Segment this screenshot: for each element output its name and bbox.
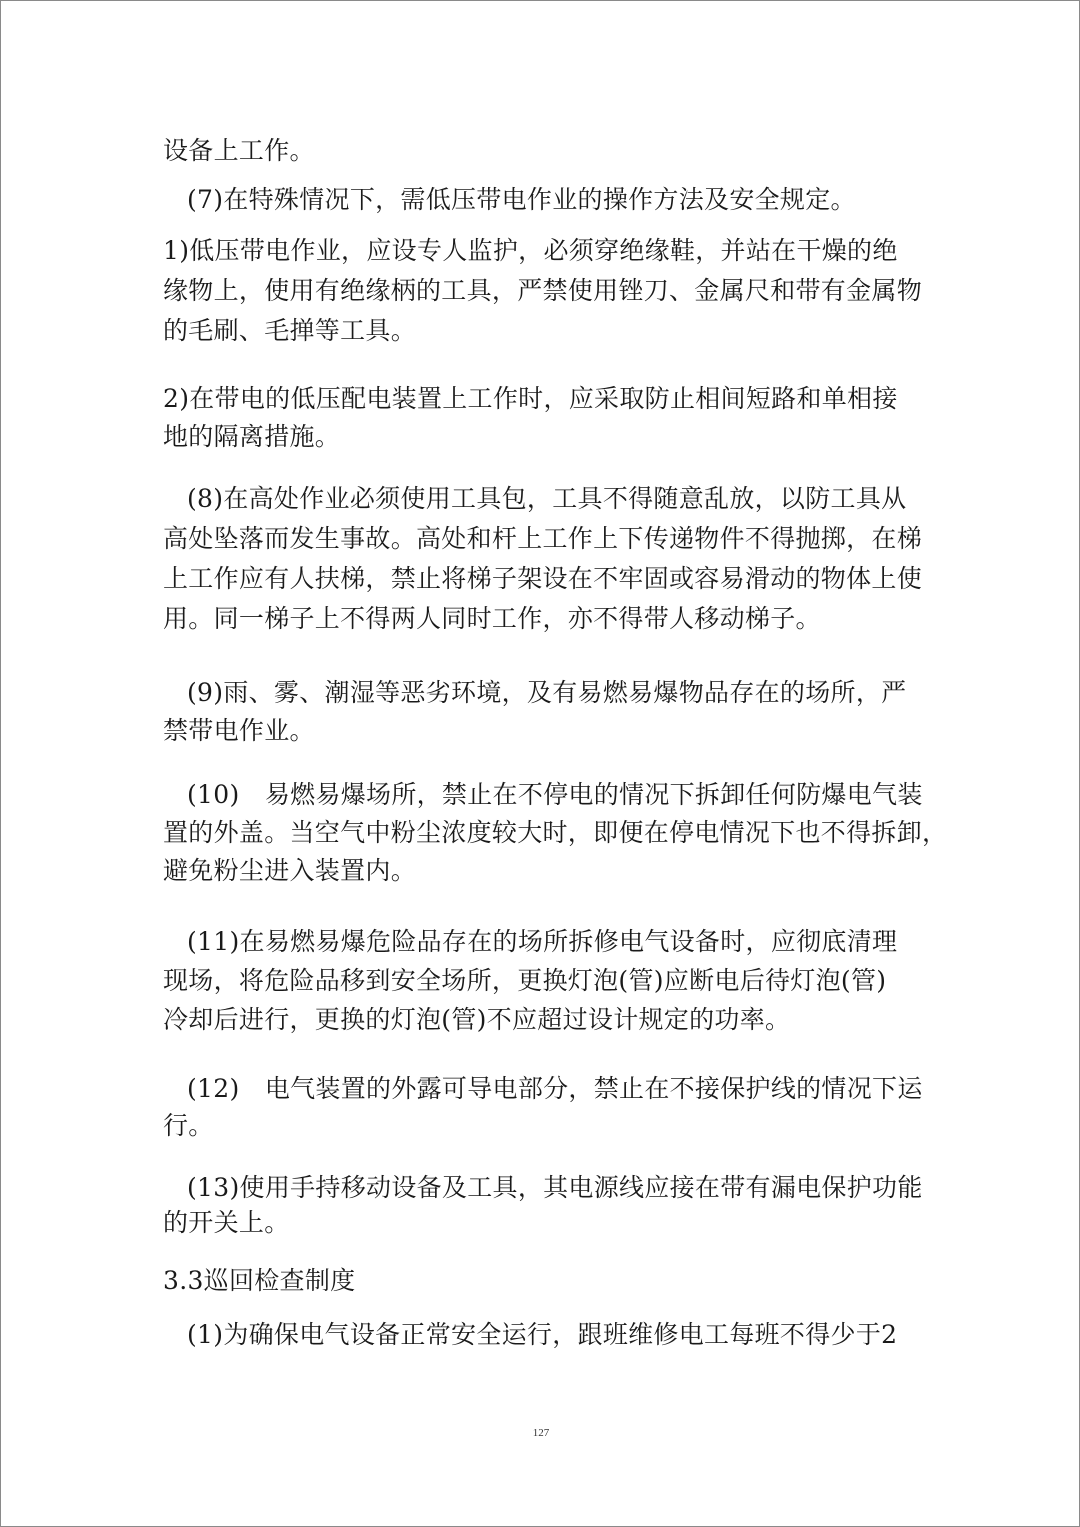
text-line: 1)低压带电作业，应设专人监护，必须穿绝缘鞋，并站在干燥的绝 — [163, 236, 898, 265]
text-line: 2)在带电的低压配电装置上工作时，应采取防止相间短路和单相接 — [163, 384, 898, 413]
text-line: 缘物上，使用有绝缘柄的工具，严禁使用锉刀、金属尺和带有金属物 — [163, 276, 923, 305]
page-number: 127 — [532, 1427, 550, 1439]
text-line: 禁带电作业。 — [163, 716, 315, 745]
section-heading: 3.3巡回检查制度 — [163, 1266, 356, 1295]
text-line: (12) 电气装置的外露可导电部分，禁止在不接保护线的情况下运 — [187, 1074, 923, 1103]
text-line: 行。 — [163, 1111, 214, 1140]
text-line: 用。同一梯子上不得两人同时工作，亦不得带人移动梯子。 — [163, 604, 821, 633]
text-line: (10) 易燃易爆场所，禁止在不停电的情况下拆卸任何防爆电气装 — [187, 780, 923, 809]
text-line: 上工作应有人扶梯，禁止将梯子架设在不牢固或容易滑动的物体上使 — [163, 564, 923, 593]
text-line: 的开关上。 — [163, 1208, 290, 1237]
text-line: 高处坠落而发生事故。高处和杆上工作上下传递物件不得抛掷，在梯 — [163, 524, 923, 553]
text-line: (9)雨、雾、潮湿等恶劣环境，及有易燃易爆物品存在的场所，严 — [187, 678, 907, 707]
text-line: (11)在易燃易爆危险品存在的场所拆修电气设备时，应彻底清理 — [187, 927, 898, 956]
text-line: 现场，将危险品移到安全场所，更换灯泡(管)应断电后待灯泡(管) — [163, 966, 887, 995]
text-line: 避免粉尘进入装置内。 — [163, 856, 417, 885]
text-line: 置的外盖。当空气中粉尘浓度较大时，即便在停电情况下也不得拆卸， — [163, 818, 948, 847]
text-line: (13)使用手持移动设备及工具，其电源线应接在带有漏电保护功能 — [187, 1173, 923, 1202]
text-line: (7)在特殊情况下，需低压带电作业的操作方法及安全规定。 — [187, 185, 856, 214]
text-line: 的毛刷、毛掸等工具。 — [163, 316, 417, 345]
text-line: 设备上工作。 — [163, 136, 315, 165]
text-line: (1)为确保电气设备正常安全运行，跟班维修电工每班不得少于2 — [187, 1320, 898, 1349]
text-line: 地的隔离措施。 — [163, 422, 341, 451]
text-line: (8)在高处作业必须使用工具包，工具不得随意乱放，以防工具从 — [187, 484, 907, 513]
text-line: 冷却后进行，更换的灯泡(管)不应超过设计规定的功率。 — [163, 1005, 791, 1034]
